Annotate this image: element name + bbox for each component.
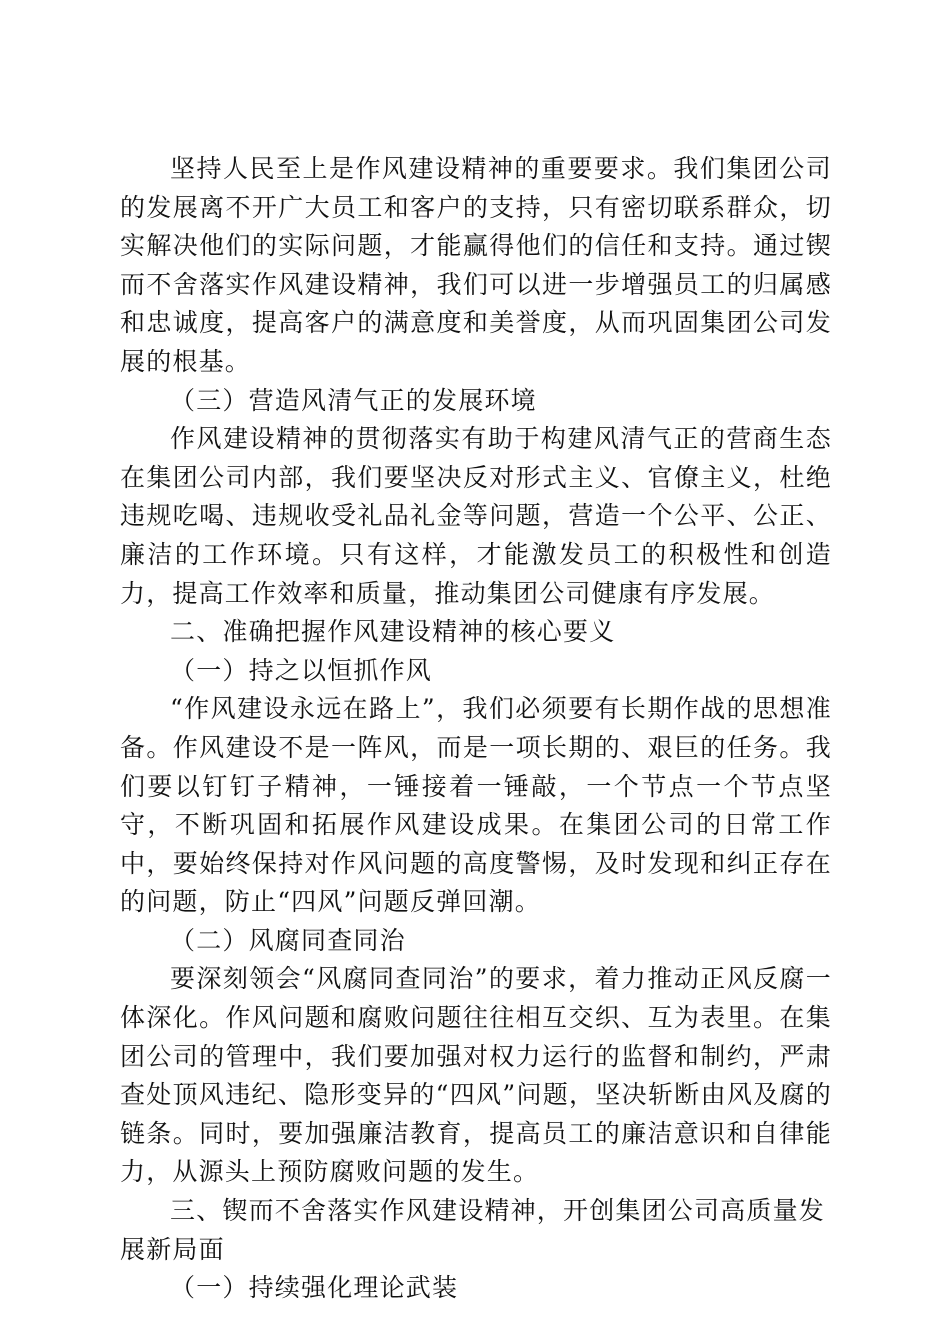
subheading-clean-environment: （三）营造风清气正的发展环境 [170, 385, 537, 415]
subheading-theory-armament: （一）持续强化理论武装 [170, 1273, 459, 1303]
subheading-persistent-style: （一）持之以恒抓作风 [170, 655, 433, 685]
paragraph-people-first: 坚持人民至上是作风建设精神的重要要求。我们集团公司的发展离不开广大员工和客户的支持，只有密切联系群众，切实解决他们的实际问题，才能赢得他们的信任和支持。通过锲而不舍落实作风建设精神，我们可以进一步增强员工的归属感和忠诚度，提高客户的满意度和美誉度，从而巩固集团公司发展的根基。 [120, 154, 832, 376]
section-heading-implementation: 三、锲而不舍落实作风建设精神，开创集团公司高质量发展新局面 [120, 1196, 826, 1264]
paragraph-persistent-style: “作风建设永远在路上”，我们必须要有长期作战的思想准备。作风建设不是一阵风，而是一项长期的、艰巨的任务。我们要以钉钉子精神，一锤接着一锤敲，一个节点一个节点坚守，不断巩固和拓展作风建设成果。在集团公司的日常工作中，要始终保持对作风问题的高度警惕，及时发现和纠正存在的问题，防止“四风”问题反弹回潮。 [120, 694, 832, 917]
paragraph-style-corruption: 要深刻领会“风腐同查同治”的要求，着力推动正风反腐一体深化。作风问题和腐败问题往往相互交织、互为表里。在集团公司的管理中，我们要加强对权力运行的监督和制约，严肃查处顶风违纪、隐形变异的“四风”问题，坚决斩断由风及腐的链条。同时，要加强廉洁教育，提高员工的廉洁意识和自律能力，从源头上预防腐败问题的发生。 [120, 964, 832, 1187]
section-heading-core-meaning: 二、准确把握作风建设精神的核心要义 [170, 617, 616, 647]
paragraph-clean-environment: 作风建设精神的贯彻落实有助于构建风清气正的营商生态在集团公司内部，我们要坚决反对形式主义、官僚主义，杜绝违规吃喝、违规收受礼品礼金等问题，营造一个公平、公正、廉洁的工作环境。只有这样，才能激发员工的积极性和创造力，提高工作效率和质量，推动集团公司健康有序发展。 [120, 424, 832, 608]
subheading-style-corruption: （二）风腐同查同治 [170, 925, 406, 955]
document-body [120, 150, 832, 1308]
